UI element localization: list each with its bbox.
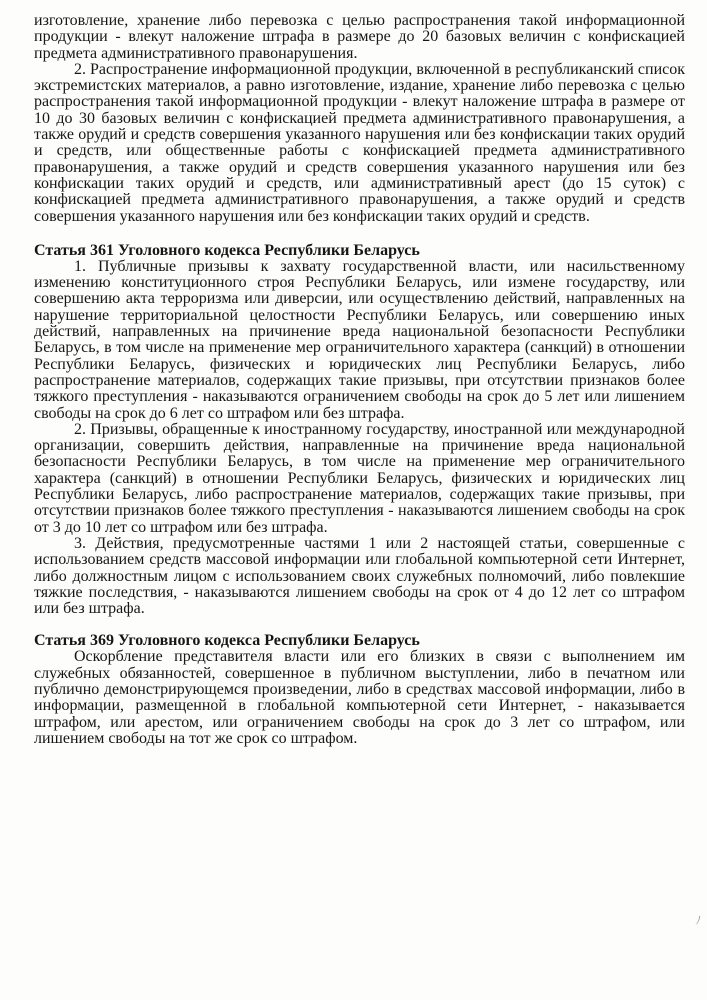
scan-mark: ﾉ	[695, 915, 701, 927]
article-361-part-2: 2. Призывы, обращенные к иностранному государству, иностранной или международной организации, совершить действия, направленные на причинение вреда национальной безопасности Республики Беларусь, в том числе на применение мер ограничительного характера (санкций) в отношении Республики Беларусь, физических и юридических лиц Республики Беларусь, либо распространение материалов, содержащих такие призывы, при отсутствии признаков более тяжкого преступления - наказываются лишением свободы на срок от 3 до 10 лет со штрафом или без штрафа.	[34, 420, 685, 536]
section-spacer	[34, 617, 685, 632]
article-361-heading: Статья 361 Уголовного кодекса Республики Беларусь	[34, 241, 420, 259]
section-spacer	[34, 225, 685, 242]
article-361-part-1: 1. Публичные призывы к захвату государственной власти, или насильственному изменению конституционного строя Республики Беларусь, или измене государству, или совершению акта терроризма или диверсии, или осуществлению действий, направленных на нарушение территориальной целостности Республики Беларусь, или совершению иных действий, направленных на причинение вреда национальной безопасности Республики Беларусь, в том числе на применение мер ограничительного характера (санкций) в отношении Республики Беларусь, физических и юридических лиц Республики Беларусь, либо распространение материалов, содержащих такие призывы, при отсутствии признаков более тяжкого преступления - наказываются ограничением свободы на срок до 5 лет или лишением свободы на срок до 6 лет со штрафом или без штрафа.	[34, 257, 685, 422]
article-369-text: Оскорбление представителя власти или его близких в связи с выполнением им служебных обязанностей, совершенное в публичном выступлении, либо в печатном или публично демонстрирующемся произведении, либо в средствах массовой информации, либо в информации, размещенной в глобальной компьютерной сети Интернет, - наказывается штрафом, или арестом, или ограничением свободы на срок до 3 лет со штрафом, или лишением свободы на тот же срок со штрафом.	[34, 648, 685, 747]
intro-paragraph-2: 2. Распространение информационной продукции, включенной в республиканский список экстремистских материалов, а равно изготовление, издание, хранение либо перевозка с целью распространения такой информационной продукции - влекут наложение штрафа в размере от 10 до 30 базовых величин с конфискацией предмета административного правонарушения, а также орудий и средств совершения указанного нарушения или без конфискации таких орудий и средств, или общественные работы с конфискацией предмета административного правонарушения, а также орудий и средств совершения указанного нарушения или без конфискации таких орудий и средств, или административный арест (до 15 суток) с конфискацией предмета административного правонарушения, а также орудий и средств совершения указанного нарушения или без конфискации таких орудий и средств.	[34, 60, 685, 225]
article-369-heading: Статья 369 Уголовного кодекса Республики Беларусь	[34, 632, 420, 650]
article-361-part-3: 3. Действия, предусмотренные частями 1 или 2 настоящей статьи, совершенные с использованием средств массовой информации или глобальной компьютерной сети Интернет, либо должностным лицом с использованием своих служебных полномочий, либо повлекшие тяжкие последствия, - наказываются лишением свободы на срок от 4 до 12 лет со штрафом или без штрафа.	[34, 534, 685, 618]
intro-paragraph-continued: изготовление, хранение либо перевозка с целью распространения такой информационной продукции - влекут наложение штрафа в размере до 20 базовых величин с конфискацией предмета административного правонарушения.	[34, 12, 685, 62]
